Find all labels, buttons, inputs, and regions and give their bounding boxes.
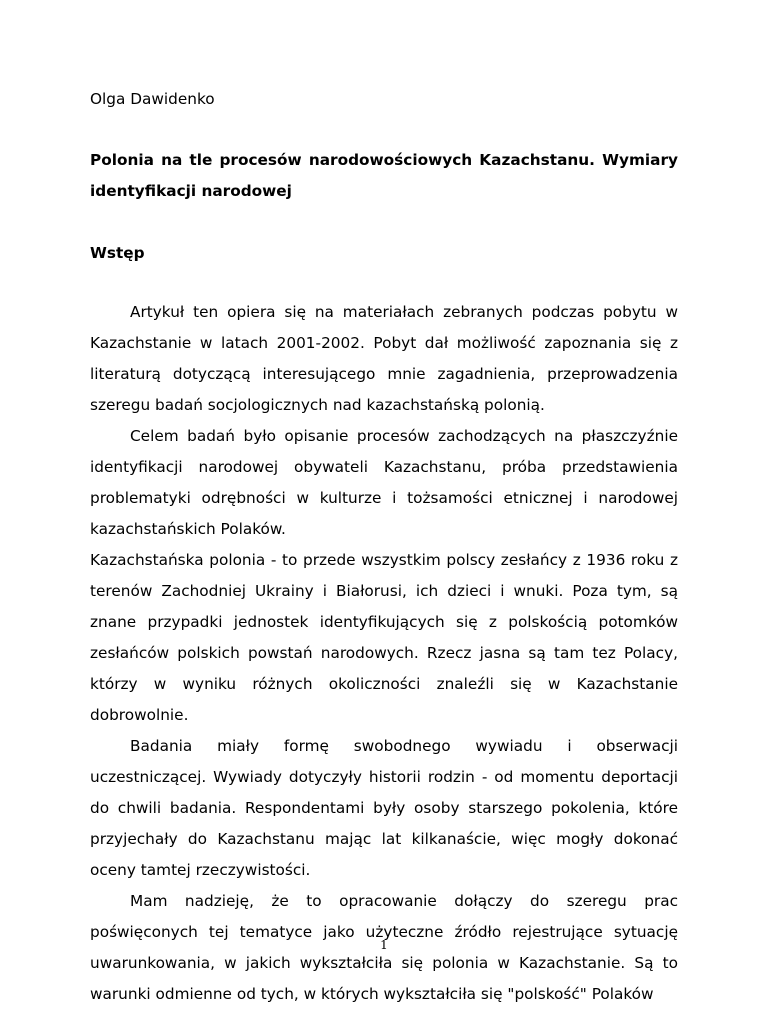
paragraph-method: Badania miały formę swobodnego wywiadu i obserwacji uczestniczącej. Wywiady dotyczyły historii rodzin - od momentu deportacji do chwili badania. Respondentami były osoby starszego pokolenia, które przyjechały do Kazachstanu mając lat kilkanaście, więc mogły dokonać oceny tamtej rzeczywistości.	[90, 737, 678, 879]
document-body	[90, 84, 678, 1010]
author-name: Olga Dawidenko	[90, 90, 215, 108]
section-heading: Wstęp	[90, 244, 145, 262]
paragraph-polonia: Kazachstańska polonia - to przede wszystkim polscy zesłańcy z 1936 roku z terenów Zachodniej Ukrainy i Białorusi, ich dzieci i wnuki. Poza tym, są znane przypadki jednostek identyfikujących się z polskością potomków zesłańców polskich powstań narodowych. Rzecz jasna są tam tez Polacy, którzy w wyniku różnych okoliczności znaleźli się w Kazachstanie dobrowolnie.	[90, 551, 678, 724]
document-title: Polonia na tle procesów narodowościowych Kazachstanu. Wymiary identyfikacji narodowej	[90, 151, 678, 200]
page-number: 1	[380, 938, 388, 952]
paragraph-hope: Mam nadzieję, że to opracowanie dołączy do szeregu prac poświęconych tej tematyce jako użyteczne źródło rejestrujące sytuację uwarunkowania, w jakich wykształciła się polonia w Kazachstanie. Są to warunki odmienne od tych, w których wykształciła się "polskość" Polaków	[90, 892, 678, 1003]
paragraph-intro: Artykuł ten opiera się na materiałach zebranych podczas pobytu w Kazachstanie w latach 2001-2002. Pobyt dał możliwość zapoznania się z literaturą dotyczącą interesującego mnie zagadnienia, przeprowadzenia szeregu badań socjologicznych nad kazachstańską polonią.	[90, 303, 678, 414]
paragraph-aim: Celem badań było opisanie procesów zachodzących na płaszczyźnie identyfikacji narodowej obywateli Kazachstanu, próba przedstawienia problematyki odrębności w kulturze i tożsamości etnicznej i narodowej kazachstańskich Polaków.	[90, 427, 678, 538]
